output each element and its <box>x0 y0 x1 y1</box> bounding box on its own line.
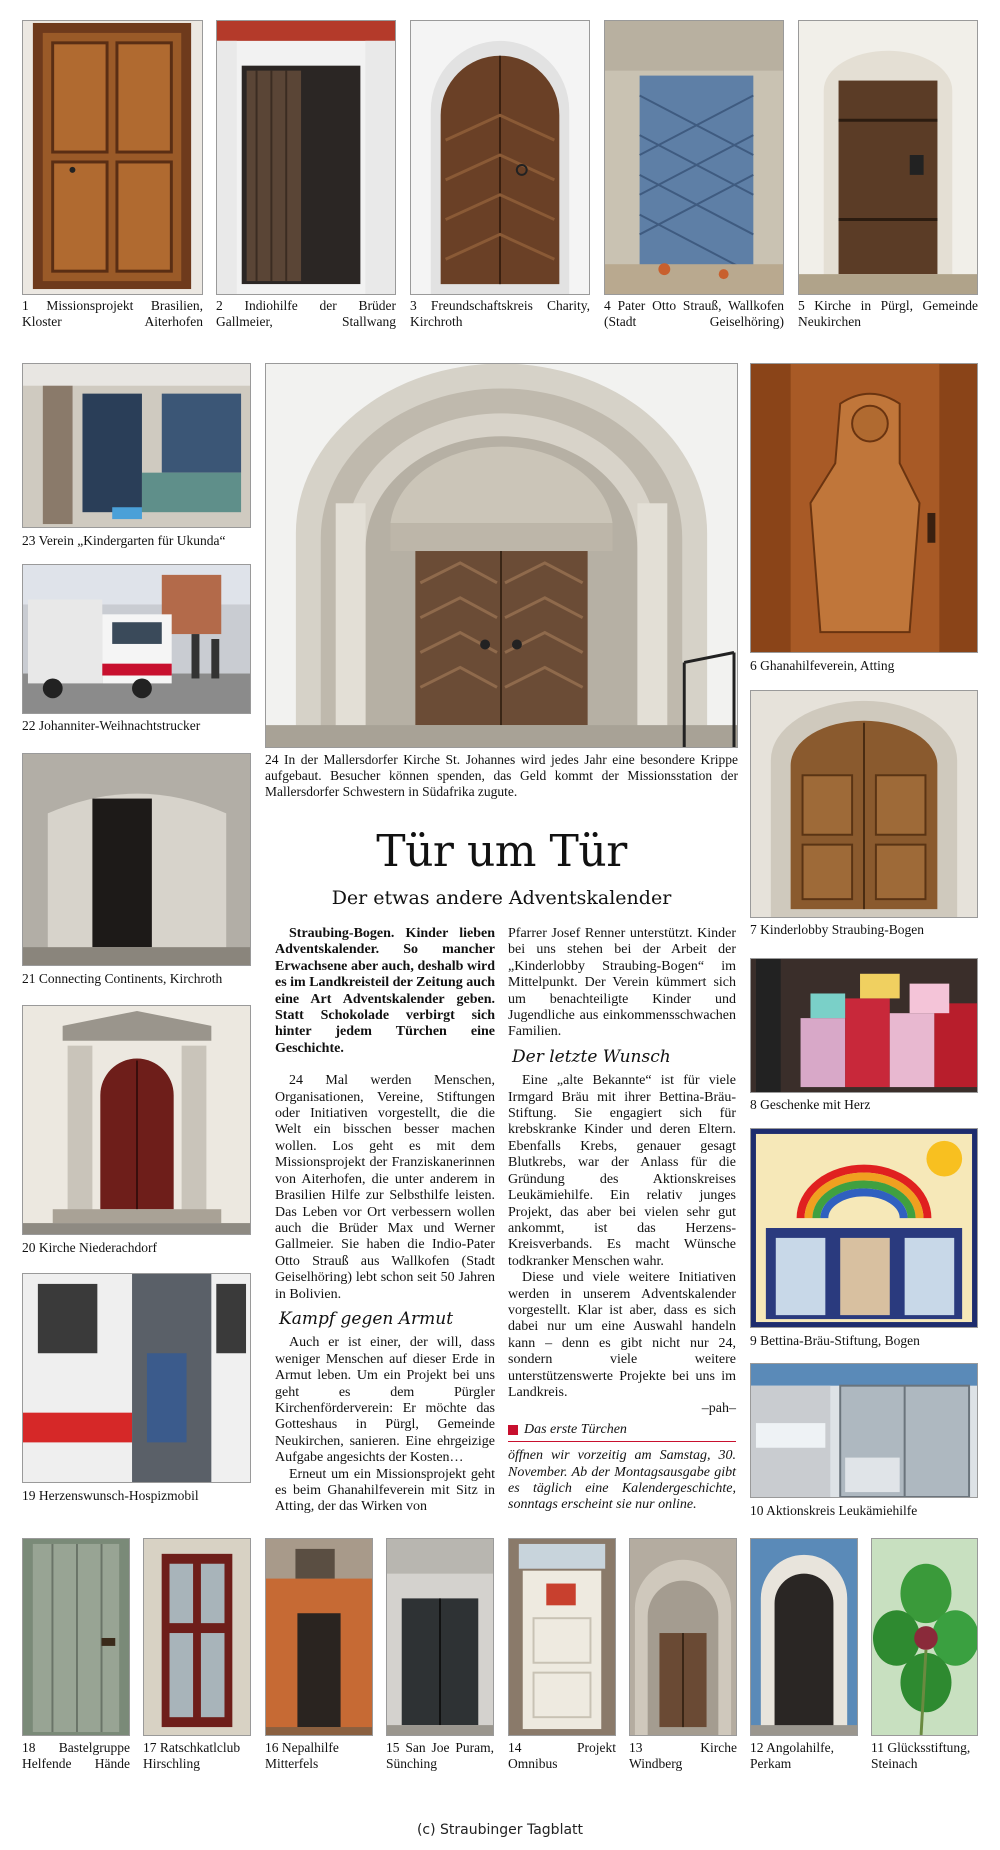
article-column-right <box>508 926 736 1514</box>
caption-10: 10 Aktionskreis Leukämiehilfe <box>750 1503 918 1518</box>
info-box-label: Das erste Türchen <box>524 1421 627 1437</box>
photo-24-romanesque-portal <box>265 363 738 748</box>
photo-21-doorway <box>22 753 251 966</box>
heading-kampf-gegen-armut: Kampf gegen Armut <box>279 1308 454 1329</box>
photo-2-open-door <box>216 20 396 295</box>
photo-5-wooden-door <box>798 20 978 295</box>
caption-18: 18 Bastelgruppe Helfende Hände <box>22 1740 130 1771</box>
caption-14: 14 Projekt Omnibus <box>508 1740 616 1771</box>
caption-24: 24 In der Mallersdorfer Kirche St. Johannes wird jedes Jahr eine besondere Krippe aufgebaut. Besucher können spenden, das Geld kommt der Missionsstation der Mallersdorfer Schwestern in Südafrika zugute. <box>265 752 739 799</box>
photo-13-arched-portal <box>629 1538 737 1736</box>
photo-8-gift-boxes <box>750 958 978 1093</box>
article-column-left <box>275 926 495 1516</box>
caption-11: 11 Glücksstiftung, Steinach <box>871 1740 971 1771</box>
info-box-text: öffnen wir vorzeitig am Samstag, 30. November. Ab der Montagsausgabe gibt es täglich eine Kalendergeschichte, sonntags erscheint sie nur online. <box>508 1448 736 1513</box>
red-square-icon <box>508 1425 518 1435</box>
caption-16: 16 Nepalhilfe Mitterfels <box>265 1740 339 1771</box>
photo-1-carved-door <box>22 20 203 295</box>
caption-21: 21 Connecting Continents, Kirchroth <box>22 971 223 986</box>
caption-22: 22 Johanniter-Weihnachtstrucker <box>22 718 201 733</box>
article-paragraph-4: Pfarrer Josef Renner unterstützt. Kinder bei uns stehen bei der Arbeit der „Kinderlobby Straubing-Bogen“ im Mittelpunkt. Der Verein kümmert sich um benachteiligte Kinder und Jugendliche aus einkommensschwachen Familien. <box>508 926 736 1040</box>
photo-7-baroque-door <box>750 690 978 918</box>
photo-22-truck <box>22 564 251 714</box>
caption-7: 7 Kinderlobby Straubing-Bogen <box>750 922 924 937</box>
photo-4-blue-door <box>604 20 784 295</box>
caption-3: 3 Freundschaftskreis Charity, Kirchroth <box>410 298 590 329</box>
caption-23: 23 Verein „Kindergarten für Ukunda“ <box>22 533 226 548</box>
heading-der-letzte-wunsch: Der letzte Wunsch <box>512 1046 671 1067</box>
caption-20: 20 Kirche Niederachdorf <box>22 1240 157 1255</box>
photo-10-glass-doors <box>750 1363 978 1498</box>
photo-6-carved-figure-door <box>750 363 978 653</box>
caption-6: 6 Ghanahilfeverein, Atting <box>750 658 895 673</box>
info-box-header <box>508 1422 736 1442</box>
photo-17-glass-door <box>143 1538 251 1736</box>
photo-3-arched-door <box>410 20 590 295</box>
photo-23-kindergarten <box>22 363 251 528</box>
caption-2: 2 Indiohilfe der Brüder Gallmeier, Stallwang <box>216 298 396 329</box>
article-subtitle: Der etwas andere Adventskalender <box>331 887 672 909</box>
article-paragraph-1: 24 Mal werden Menschen, Organisationen, Vereine, Stiftungen oder Initiativen vorgestellt, die die Welt ein bisschen besser machen wollen. Los geht es mit dem Missionsprojekt der Franziskanerinnen von Aiterhofen, die unter anderem in Brasilien Hilfe zur Selbsthilfe leisten. Das Leben vor Ort verbessern wollen auch die Brüder Max und Werner Gallmeier. Sie haben die Indio-Pater Otto Strauß aus Wallkofen (Stadt Geiselhöring) lebt schon seit 50 Jahren in Bolivien. <box>275 1073 495 1302</box>
caption-4: 4 Pater Otto Strauß, Wallkofen (Stadt Geiselhöring) <box>604 298 784 329</box>
article-title: Tür um Tür <box>376 826 627 877</box>
photo-20-church-door <box>22 1005 251 1235</box>
photo-15-dark-door <box>386 1538 494 1736</box>
caption-12: 12 Angolahilfe, Perkam <box>750 1740 834 1771</box>
caption-8: 8 Geschenke mit Herz <box>750 1097 871 1112</box>
caption-19: 19 Herzenswunsch-Hospizmobil <box>22 1488 199 1503</box>
photo-11-four-leaf-clover <box>871 1538 978 1736</box>
article-paragraph-2: Auch er ist einer, der will, dass weniger Menschen auf dieser Erde in Armut leben. Um ein Projekt bei uns geht es dem Pürgler Kirchenförderverein: Er möchte das Gotteshaus in Pürgl, Gemeinde Neukirchen, sanieren. Eine ehrgeizige Aufgabe angesichts der Kosten… <box>275 1335 495 1466</box>
article-paragraph-5: Eine „alte Bekannte“ ist für viele Irmgard Bräu mit ihrer Bettina-Bräu-Stiftung. Sie engagiert sich für krebskranke Kinder und deren Eltern. Ebenfalls Krebs, genauer gesagt Blutkrebs, war der Anlass für die Gründung des Aktionskreises Leukämiehilfe. Ein relativ junges Projekt, das aber bei vielen sehr gut ankommt, ist das Herzens-Kreisverbands. Es macht Wünsche todkranker Menschen wahr. <box>508 1073 736 1269</box>
caption-15: 15 San Joe Puram, Sünching <box>386 1740 494 1771</box>
photo-19-hospice-van <box>22 1273 251 1483</box>
photo-16-nepal-door <box>265 1538 373 1736</box>
photo-9-rainbow-entrance <box>750 1128 978 1328</box>
photo-18-weathered-door <box>22 1538 130 1736</box>
caption-13: 13 Kirche Windberg <box>629 1740 737 1771</box>
copyright-notice: (c) Straubinger Tagblatt <box>416 1822 584 1838</box>
article-paragraph-3: Erneut um ein Missionsprojekt geht es beim Ghanahilfeverein mit Sitz in Atting, der das Wirken von <box>275 1466 495 1515</box>
article-lead: Straubing-Bogen. Kinder lieben Adventskalender. So mancher Erwachsene aber auch, deshalb wird es im Landkreisteil der Zeitung auch eine Art Adventskalender geben. Statt Schokolade verbirgt sich hinter jedem Türchen eine Geschichte. <box>275 926 496 1056</box>
caption-17: 17 Ratschkatlclub Hirschling <box>143 1740 241 1771</box>
caption-5: 5 Kirche in Pürgl, Gemeinde Neukirchen <box>798 298 979 329</box>
photo-14-white-door <box>508 1538 616 1736</box>
article-paragraph-6: Diese und viele weitere Initiativen werden in unserem Adventskalender vorgestellt. Klar ist aber, dass es sich dabei nur um eine Auswahl handeln kann – denn es gibt nicht nur 24, sondern viele weitere unterstützenswerte Projekte bei uns im Landkreis. <box>508 1270 736 1400</box>
photo-12-dark-arch <box>750 1538 858 1736</box>
caption-9: 9 Bettina-Bräu-Stiftung, Bogen <box>750 1333 920 1348</box>
caption-1: 1 Missionsprojekt Brasilien, Kloster Aiterhofen <box>22 298 203 329</box>
author-signature: –pah– <box>701 1401 736 1417</box>
